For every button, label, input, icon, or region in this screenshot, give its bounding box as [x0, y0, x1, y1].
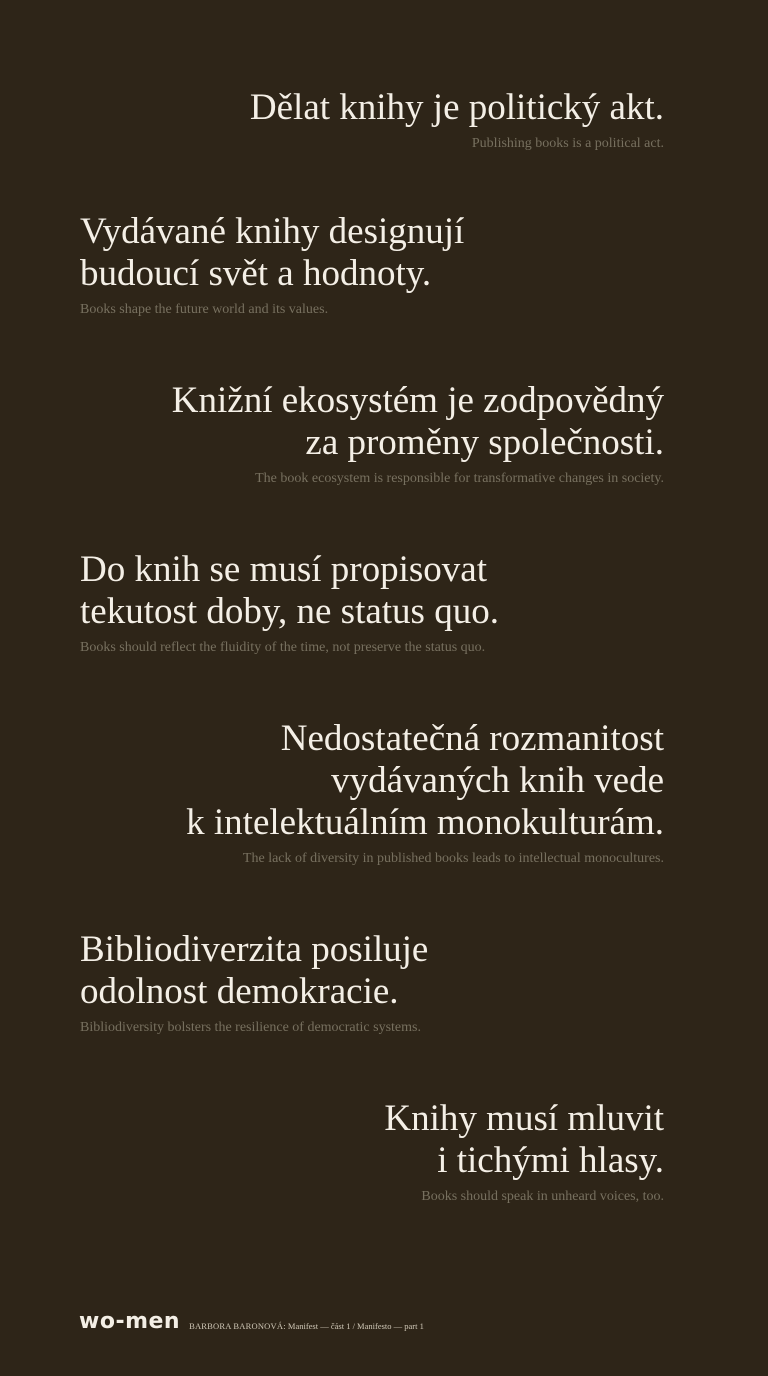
- statement-6: [80, 929, 664, 1037]
- footer-author: BARBORA BARONOVÁ:: [189, 1321, 286, 1331]
- statement-5: [80, 718, 664, 868]
- statement-translation: Books should speak in unheard voices, too.: [421, 1189, 664, 1204]
- statement-czech: Knihy musí mluvit i tichými hlasy.: [384, 1098, 664, 1181]
- statement-translation: The lack of diversity in published books leads to intellectual monocultures.: [242, 851, 664, 866]
- statement-czech: Knižní ekosystém je zodpovědný za proměny společnosti.: [171, 380, 664, 463]
- statement-translation: Publishing books is a political act.: [471, 136, 664, 151]
- footer-credit: [189, 1320, 424, 1332]
- statement-czech: Bibliodiverzita posiluje odolnost demokracie.: [80, 929, 429, 1012]
- statement-czech: Vydávané knihy designují budoucí svět a hodnoty.: [80, 211, 465, 294]
- footer-credit-text: Manifest — část 1 / Manifesto — part 1: [287, 1321, 424, 1331]
- statement-4: [80, 549, 664, 657]
- statement-7: [80, 1098, 664, 1206]
- statement-3: [80, 380, 664, 488]
- statement-2: [80, 211, 664, 319]
- statement-1: [80, 87, 664, 153]
- statement-translation: Books shape the future world and its values.: [80, 302, 329, 317]
- statement-czech: Nedostatečná rozmanitost vydávaných knih vede k intelektuálním monokulturám.: [186, 718, 664, 843]
- wo-men-logo: wo-men: [79, 1309, 181, 1334]
- statement-translation: The book ecosystem is responsible for transformative changes in society.: [255, 471, 664, 486]
- footer: [79, 1308, 424, 1336]
- statement-czech: Dělat knihy je politický akt.: [249, 87, 664, 128]
- statement-czech: Do knih se musí propisovat tekutost doby, ne status quo.: [80, 549, 499, 632]
- statement-translation: Bibliodiversity bolsters the resilience of democratic systems.: [80, 1020, 421, 1035]
- statement-translation: Books should reflect the fluidity of the time, not preserve the status quo.: [80, 640, 486, 655]
